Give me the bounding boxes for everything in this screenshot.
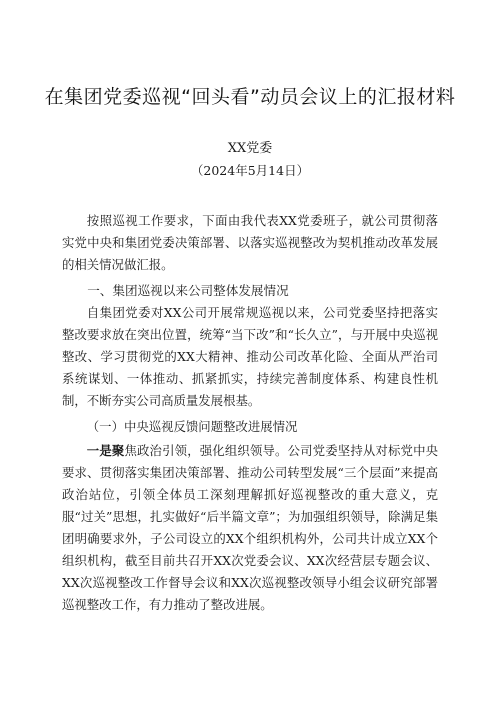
subsection-1-paragraph — [62, 440, 438, 616]
intro-paragraph: 按照巡视工作要求，下面由我代表XX党委班子，就公司贯彻落实党中央和集团党委决策部署、以落实巡视整改为契机推动改革发展的相关情况做汇报。 — [62, 213, 438, 272]
paragraph-body: 焦政治引领，强化组织领导。公司党委坚持从对标党中央要求、贯彻落实集团决策部署、推动公司转型发展“三个层面”来提高政治站位，引领全体员工深刻理解抓好巡视整改的重大意义，克服“过关”思想，扎实做好“后半篇文章”；为加强组织领导，除满足集团明确要求外，子公司设立的XX个组织机构外，公司共计成立XX个组织机构，截至目前共召开XX次党委会议、XX次经营层专题会议、XX次巡视整改工作督导会议和XX次巡视整改领导小组会议研究部署巡视整改工作，有力推动了整改进展。 — [62, 443, 439, 612]
section-heading-1: 一、集团巡视以来公司整体发展情况 — [87, 283, 289, 298]
section-1-paragraph: 自集团党委对XX公司开展常规巡视以来，公司党委坚持把落实整改要求放在突出位置，统筹“当下改”和“长久立”，与开展中央巡视整改、学习贯彻党的XX大精神、推动公司改革化险、全面从严治司系统谋划、一体推动、抓紧抓实，持续完善制度体系、构建良性机制，不断夯实公司高质量发展根基。 — [62, 305, 438, 408]
document-title: 在集团党委巡视“回头看”动员会议上的汇报材料 — [44, 86, 456, 108]
subsection-heading-1: （一）中央巡视反馈问题整改进展情况 — [86, 419, 298, 434]
paragraph-lead: 一是聚 — [86, 443, 125, 458]
report-date: （2024年5月14日） — [190, 163, 310, 178]
issuer: XX党委 — [227, 141, 273, 156]
